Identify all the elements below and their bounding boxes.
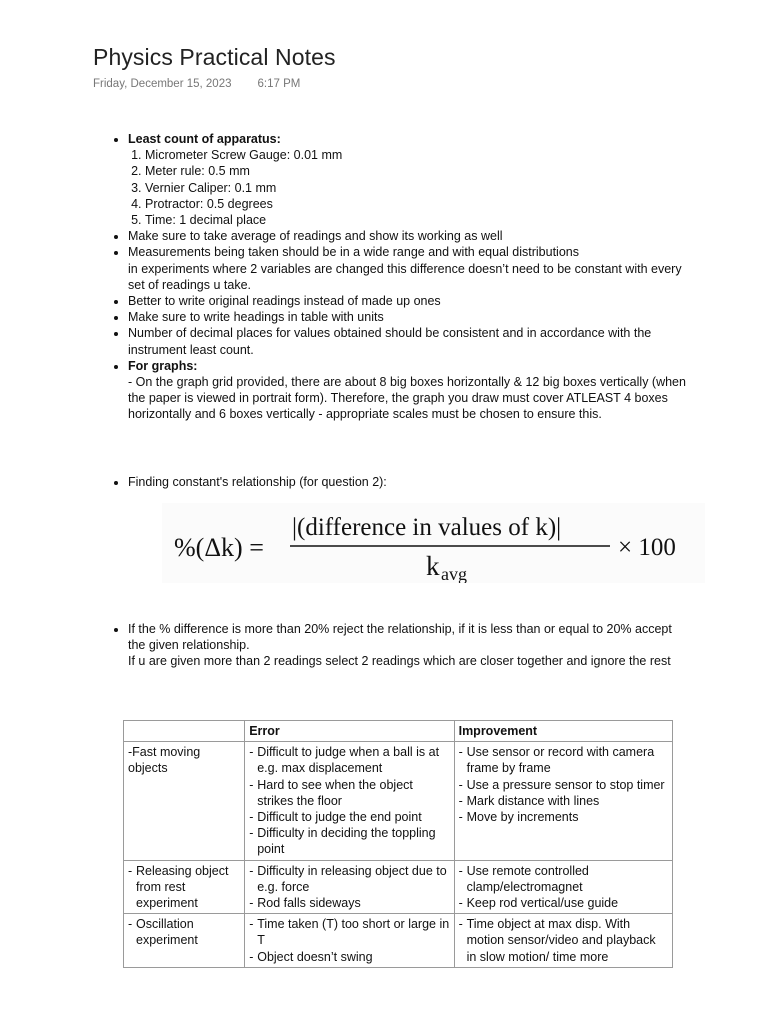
table-cell-errors — [245, 914, 454, 968]
difference-line-2: If u are given more than 2 readings select 2 readings which are closer together and ignore the rest — [128, 654, 671, 669]
page-date: Friday, December 15, 2023 — [93, 78, 232, 90]
table-cell-improvements — [454, 860, 672, 914]
table-header-error: Error — [245, 721, 454, 742]
list-item: - Mark distance with lines — [459, 793, 668, 809]
formula-rhs: × 100 — [618, 534, 676, 561]
table-cell-case: -Fast moving objects — [124, 742, 245, 860]
table-cell-errors — [245, 742, 454, 860]
list-item: - Oscillation experiment — [128, 916, 240, 948]
list-item-decimals: • Number of decimal places for values obtained should be consistent and in accordance with the instrument least count. — [128, 325, 690, 357]
list-item: - Time object at max disp. With motion sensor/video and playback in slow motion/ time more — [459, 916, 668, 965]
table-header-case — [124, 721, 245, 742]
list-item: - Use sensor or record with camera frame by frame — [459, 744, 668, 776]
list-item: 1. Micrometer Screw Gauge: 0.01 mm — [145, 147, 690, 163]
list-item: 2. Meter rule: 0.5 mm — [145, 163, 690, 179]
list-item: 4. Protractor: 0.5 degrees — [145, 196, 690, 212]
table-header-improvement: Improvement — [454, 721, 672, 742]
list-item: - Hard to see when the object strikes the floor — [249, 777, 449, 809]
table-cell-case — [124, 860, 245, 914]
list-item-range — [128, 244, 690, 293]
least-count-heading: Least count of apparatus: — [128, 132, 281, 146]
list-item-original: • Better to write original readings instead of made up ones — [128, 293, 690, 309]
table-row — [124, 742, 673, 860]
page-timestamp — [93, 78, 300, 90]
formula-denominator: k — [426, 551, 440, 581]
formula-numerator: |(difference in values of k)| — [292, 514, 562, 541]
list-item: - Time taken (T) too short or large in T — [249, 916, 449, 948]
table-cell-case — [124, 914, 245, 968]
error-improvement-table — [123, 720, 673, 968]
list-item: - Use remote controlled clamp/electromagnet — [459, 863, 668, 895]
list-item-headings: • Make sure to write headings in table with units — [128, 309, 690, 325]
list-item: - Move by increments — [459, 809, 668, 825]
list-item: - Difficult to judge when a ball is at e.g. max displacement — [249, 744, 449, 776]
list-item-least-count — [128, 131, 690, 228]
list-item-constant: • Finding constant's relationship (for question 2): — [128, 474, 690, 490]
list-item: - Difficulty in deciding the toppling point — [249, 825, 449, 857]
range-line-1: • Measurements being taken should be in a wide range and with equal distributions — [128, 245, 579, 260]
list-item: - Keep rod vertical/use guide — [459, 895, 668, 911]
list-item-difference — [128, 621, 690, 670]
range-line-2: in experiments where 2 variables are changed this difference doesn’t need to be constant with every set of readings u take. — [128, 261, 682, 292]
formula-denominator-subscript: avg — [441, 564, 467, 583]
difference-line-1: • If the % difference is more than 20% reject the relationship, if it is less than or equal to 20% accept the given relationship. — [128, 622, 672, 653]
table-header-row — [124, 721, 673, 742]
page-bottom-margin — [0, 972, 768, 1024]
table-row — [124, 860, 673, 914]
list-item: 3. Vernier Caliper: 0.1 mm — [145, 180, 690, 196]
list-item: - Difficult to judge the end point — [249, 809, 449, 825]
list-item: - Releasing object from rest experiment — [128, 863, 240, 912]
list-item: - Rod falls sideways — [249, 895, 449, 911]
list-item: 5. Time: 1 decimal place — [145, 212, 690, 228]
table-cell-improvements — [454, 742, 672, 860]
page-title: Physics Practical Notes — [93, 44, 336, 70]
graphs-heading: • For graphs: — [128, 358, 198, 373]
list-item: - Object doesn’t swing — [249, 949, 449, 965]
table-cell-errors — [245, 860, 454, 914]
list-item-average: • Make sure to take average of readings and show its working as well — [128, 228, 690, 244]
graphs-text: - On the graph grid provided, there are about 8 big boxes horizontally & 12 big boxes vertically (when the paper is viewed in portrait form). Therefore, the graph you draw must cover ATLEAST 4 boxes horizontally and 6 boxes vertically - appropriate scales must be chosen to ensure this. — [128, 375, 686, 422]
list-item: - Difficulty in releasing object due to e.g. force — [249, 863, 449, 895]
difference-section — [110, 621, 690, 670]
table-cell-improvements — [454, 914, 672, 968]
list-item: - Use a pressure sensor to stop timer — [459, 777, 668, 793]
formula-image — [162, 503, 705, 583]
page-time: 6:17 PM — [257, 78, 301, 90]
list-item-graphs — [128, 358, 690, 423]
least-count-list — [128, 147, 690, 228]
notes-body — [110, 131, 690, 423]
constant-section — [110, 474, 690, 490]
table-row — [124, 914, 673, 968]
percent-difference-formula — [162, 503, 705, 583]
formula-lhs: %(Δk) = — [174, 533, 264, 562]
